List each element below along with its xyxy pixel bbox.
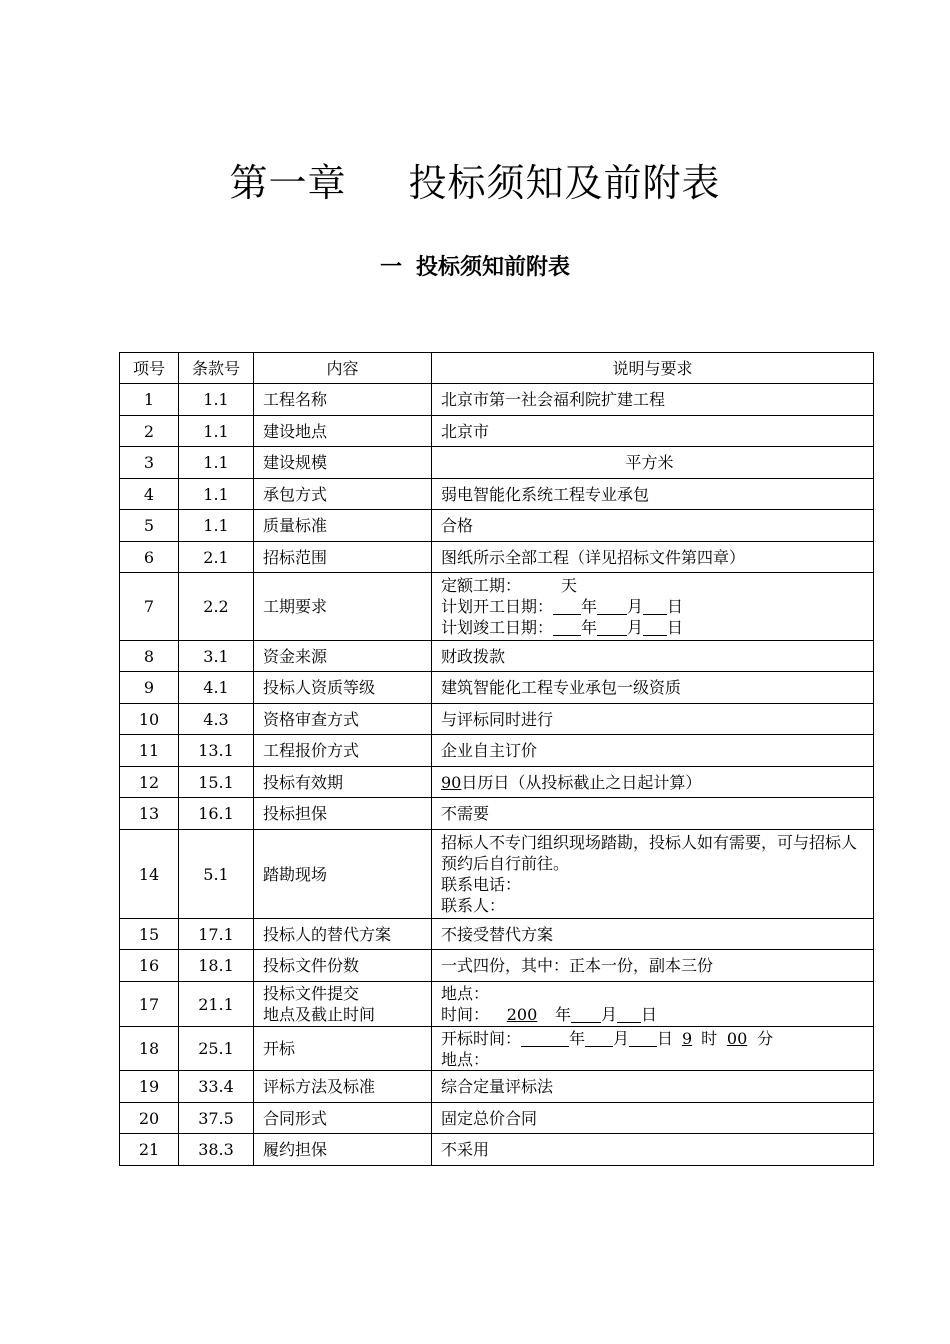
row-clause: 18.1: [179, 950, 254, 982]
table-row: [120, 982, 874, 1027]
row-number: 17: [120, 982, 179, 1027]
row-description: 综合定量评标法: [432, 1071, 874, 1103]
row-number: 10: [120, 704, 179, 735]
chapter-title: [0, 152, 950, 207]
row-clause: 38.3: [179, 1134, 254, 1166]
table-row: [120, 735, 874, 767]
section-name: 投标须知前附表: [416, 255, 571, 280]
chapter-name: 投标须知及前附表: [408, 161, 721, 205]
validity-days: 90: [441, 772, 462, 792]
row-description: 90日历日（从投标截止之日起计算）: [432, 767, 874, 798]
table-row: [120, 384, 874, 416]
chapter-number: 第一章: [229, 161, 347, 205]
row-item: 招标范围: [254, 542, 432, 573]
bid-instructions-table: [119, 352, 874, 1166]
row-description: [432, 830, 874, 919]
row-number: 4: [120, 479, 179, 510]
row-description: 弱电智能化系统工程专业承包: [432, 479, 874, 510]
table-row: [120, 573, 874, 641]
row-item: 履约担保: [254, 1134, 432, 1166]
row-clause: 25.1: [179, 1027, 254, 1071]
row-description: 北京市第一社会福利院扩建工程: [432, 384, 874, 416]
row-number: 19: [120, 1071, 179, 1103]
row-item: 投标有效期: [254, 767, 432, 798]
opening-time: 开标时间： 年 月 日 9 时 00 分: [441, 1028, 774, 1048]
header-content: 内容: [254, 353, 432, 384]
table-row: [120, 416, 874, 447]
row-item: 建设规模: [254, 447, 432, 479]
header-description: 说明与要求: [432, 353, 874, 384]
row-description: 财政拨款: [432, 641, 874, 672]
row-number: 14: [120, 830, 179, 919]
submit-place: 地点：: [441, 984, 490, 1003]
row-number: 8: [120, 641, 179, 672]
row-item: 资格审查方式: [254, 704, 432, 735]
row-description: 企业自主订价: [432, 735, 874, 767]
row-clause: 1.1: [179, 416, 254, 447]
row-number: 13: [120, 798, 179, 830]
site-visit-note: 招标人不专门组织现场踏勘，投标人如有需要，可与招标人预约后自行前往。: [441, 833, 858, 873]
table-row: [120, 447, 874, 479]
row-description: 一式四份，其中：正本一份，副本三份: [432, 950, 874, 982]
row-item: 合同形式: [254, 1103, 432, 1134]
row-clause: 16.1: [179, 798, 254, 830]
table-row: [120, 830, 874, 919]
row-clause: 1.1: [179, 447, 254, 479]
table-row: [120, 510, 874, 542]
row-description: 北京市: [432, 416, 874, 447]
row-clause: 2.1: [179, 542, 254, 573]
row-clause: 37.5: [179, 1103, 254, 1134]
table-row: [120, 798, 874, 830]
section-number: 一: [379, 255, 402, 280]
row-clause: 4.1: [179, 672, 254, 704]
row-clause: 17.1: [179, 919, 254, 950]
table-row: [120, 919, 874, 950]
row-clause: 4.3: [179, 704, 254, 735]
row-number: 16: [120, 950, 179, 982]
row-description: 不采用: [432, 1134, 874, 1166]
row-item: 投标人资质等级: [254, 672, 432, 704]
row-description: 合格: [432, 510, 874, 542]
row-number: 15: [120, 919, 179, 950]
row-item: 工程报价方式: [254, 735, 432, 767]
row-clause: 1.1: [179, 510, 254, 542]
row-item: 评标方法及标准: [254, 1071, 432, 1103]
table-row: [120, 704, 874, 735]
row-item: 投标担保: [254, 798, 432, 830]
row-description: [432, 1027, 874, 1071]
quota-period-line: 定额工期： 天: [441, 576, 578, 595]
row-item: 投标文件份数: [254, 950, 432, 982]
section-title: [0, 250, 950, 281]
row-description: 平方米: [432, 447, 874, 479]
row-clause: 33.4: [179, 1071, 254, 1103]
row-item: 踏勘现场: [254, 830, 432, 919]
table-row: [120, 672, 874, 704]
row-number: 20: [120, 1103, 179, 1134]
table-row: [120, 767, 874, 798]
header-item-no: 项号: [120, 353, 179, 384]
row-description: 不接受替代方案: [432, 919, 874, 950]
row-item: 工程名称: [254, 384, 432, 416]
planned-start-line: 计划开工日期： 年 月 日: [441, 597, 684, 616]
row-clause: 1.1: [179, 479, 254, 510]
row-description: 与评标同时进行: [432, 704, 874, 735]
row-item: 开标: [254, 1027, 432, 1071]
row-number: 5: [120, 510, 179, 542]
row-item: 建设地点: [254, 416, 432, 447]
row-clause: 2.2: [179, 573, 254, 641]
row-item: 资金来源: [254, 641, 432, 672]
row-clause: 1.1: [179, 384, 254, 416]
table-row: [120, 950, 874, 982]
table-header-row: [120, 353, 874, 384]
row-description: 建筑智能化工程专业承包一级资质: [432, 672, 874, 704]
row-item: 投标文件提交 地点及截止时间: [254, 982, 432, 1027]
row-number: 1: [120, 384, 179, 416]
row-description: 固定总价合同: [432, 1103, 874, 1134]
row-number: 11: [120, 735, 179, 767]
table-row: [120, 479, 874, 510]
row-number: 2: [120, 416, 179, 447]
row-description: 图纸所示全部工程（详见招标文件第四章）: [432, 542, 874, 573]
row-description: [432, 982, 874, 1027]
table-row: [120, 641, 874, 672]
row-number: 21: [120, 1134, 179, 1166]
table-row: [120, 542, 874, 573]
row-number: 9: [120, 672, 179, 704]
row-number: 7: [120, 573, 179, 641]
row-item: 质量标准: [254, 510, 432, 542]
row-item: 承包方式: [254, 479, 432, 510]
row-item: 工期要求: [254, 573, 432, 641]
table-row: [120, 1103, 874, 1134]
row-number: 3: [120, 447, 179, 479]
opening-place: 地点：: [441, 1049, 490, 1069]
row-clause: 3.1: [179, 641, 254, 672]
row-clause: 21.1: [179, 982, 254, 1027]
table-row: [120, 1071, 874, 1103]
row-description: 不需要: [432, 798, 874, 830]
row-item: 投标人的替代方案: [254, 919, 432, 950]
contact-person: 联系人：: [441, 896, 506, 915]
planned-end-line: 计划竣工日期： 年 月 日: [441, 618, 684, 637]
row-description: [432, 573, 874, 641]
row-clause: 5.1: [179, 830, 254, 919]
contact-phone: 联系电话：: [441, 875, 522, 894]
row-number: 6: [120, 542, 179, 573]
submit-time: 时间： 200 年 月 日: [441, 1005, 658, 1024]
table-row: [120, 1027, 874, 1071]
table-row: [120, 1134, 874, 1166]
row-clause: 13.1: [179, 735, 254, 767]
row-number: 18: [120, 1027, 179, 1071]
header-clause-no: 条款号: [179, 353, 254, 384]
row-clause: 15.1: [179, 767, 254, 798]
row-number: 12: [120, 767, 179, 798]
